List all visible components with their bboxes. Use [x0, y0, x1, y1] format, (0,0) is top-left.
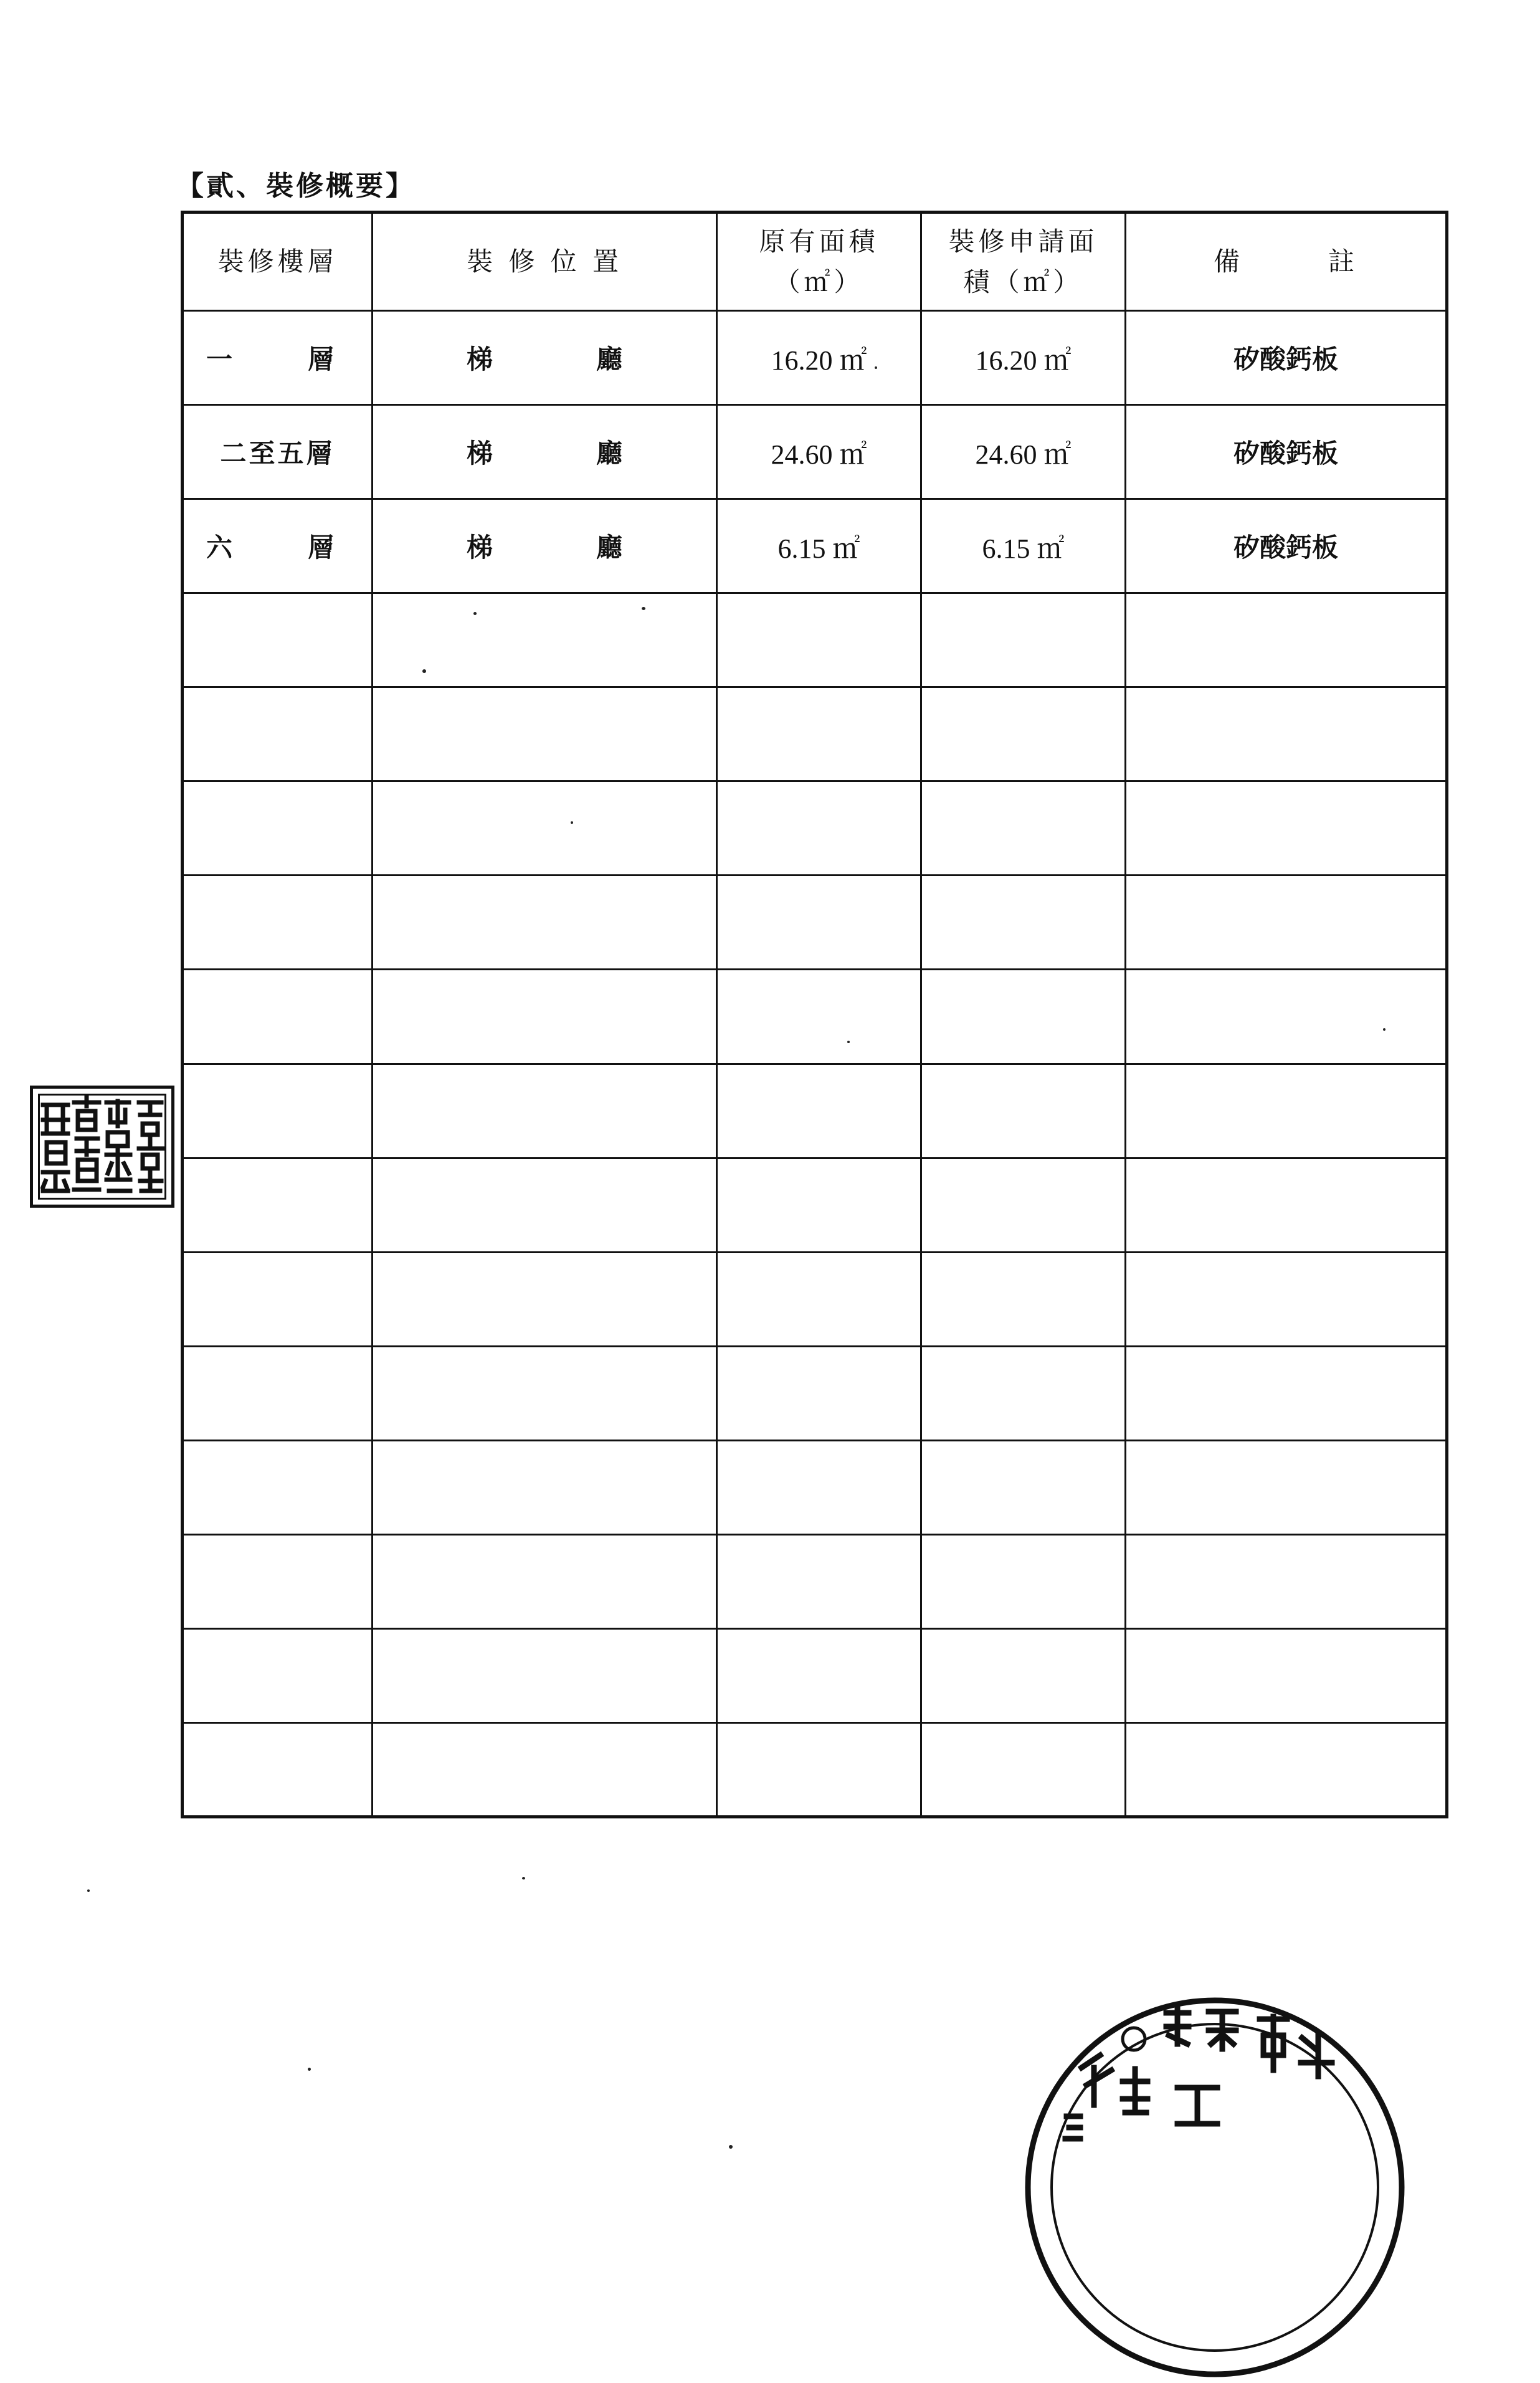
cell-original-area: 6.15 ㎡	[717, 499, 921, 593]
seal-glyphs-graphic	[33, 1089, 171, 1205]
table-row-empty	[183, 593, 1447, 687]
location-char-2: 廳	[596, 344, 622, 375]
table-row-empty	[183, 1064, 1447, 1158]
table-row	[183, 499, 1447, 593]
scan-speck	[642, 607, 645, 610]
cell-floor	[183, 499, 373, 593]
section-title: 【貳、裝修概要】	[176, 170, 416, 202]
floor-char-1: 一	[206, 344, 233, 375]
table-row	[183, 405, 1447, 499]
cell-location	[373, 311, 717, 405]
location-char-2: 廳	[596, 438, 622, 469]
header-apply-area	[921, 213, 1126, 311]
renovation-summary-table	[181, 211, 1448, 1818]
scan-speck	[522, 1877, 525, 1879]
header-location: 裝 修 位 置	[373, 213, 717, 311]
cell-apply-area: 24.60 ㎡	[921, 405, 1126, 499]
scan-speck	[847, 1041, 850, 1043]
header-apply-area-line1: 裝修申請面	[948, 226, 1098, 257]
scan-speck	[308, 2068, 311, 2071]
table-row-empty	[183, 781, 1447, 876]
header-note	[1126, 213, 1447, 311]
scan-speck	[571, 821, 573, 824]
table-row-empty	[183, 970, 1447, 1064]
header-original-area	[717, 213, 921, 311]
floor-char-2: 層	[307, 532, 334, 563]
scan-speck	[875, 366, 877, 369]
scan-speck	[473, 612, 477, 615]
table-row-empty	[183, 1628, 1447, 1722]
table-row-empty	[183, 1346, 1447, 1440]
floor-char-2: 層	[307, 344, 334, 375]
table-row-empty	[183, 1440, 1447, 1534]
location-char-1: 梯	[467, 532, 493, 563]
header-note-char-1: 備	[1214, 246, 1244, 277]
header-original-area-line2: （㎡）	[774, 267, 864, 297]
company-round-seal-stamp	[1022, 1994, 1408, 2381]
cell-floor: 二至五層	[183, 405, 373, 499]
table-row-empty	[183, 1158, 1447, 1252]
cell-location	[373, 499, 717, 593]
table-header-row	[183, 213, 1447, 311]
cell-note: 矽酸鈣板	[1126, 311, 1447, 405]
header-floor: 裝修樓層	[183, 213, 373, 311]
header-apply-area-line2: 積（㎡）	[963, 267, 1083, 297]
header-original-area-line1: 原有面積	[759, 226, 879, 257]
location-char-1: 梯	[467, 438, 493, 469]
architect-seal-stamp	[30, 1086, 174, 1208]
table-row-empty	[183, 876, 1447, 970]
table-row-empty	[183, 1722, 1447, 1817]
table-row-empty	[183, 1252, 1447, 1346]
table-row-empty	[183, 687, 1447, 781]
table-row-empty	[183, 1534, 1447, 1628]
table-row	[183, 311, 1447, 405]
cell-note: 矽酸鈣板	[1126, 499, 1447, 593]
round-seal-graphic	[1022, 1994, 1408, 2381]
cell-floor	[183, 311, 373, 405]
location-char-1: 梯	[467, 344, 493, 375]
scan-speck	[1383, 1028, 1386, 1031]
cell-original-area: 16.20 ㎡	[717, 311, 921, 405]
cell-location	[373, 405, 717, 499]
cell-apply-area: 6.15 ㎡	[921, 499, 1126, 593]
cell-note: 矽酸鈣板	[1126, 405, 1447, 499]
cell-original-area: 24.60 ㎡	[717, 405, 921, 499]
cell-apply-area: 16.20 ㎡	[921, 311, 1126, 405]
location-char-2: 廳	[596, 532, 622, 563]
header-note-char-2: 註	[1328, 246, 1358, 277]
scan-speck	[87, 1889, 90, 1892]
scan-speck	[422, 669, 426, 673]
floor-char-1: 六	[206, 532, 233, 563]
scan-speck	[729, 2145, 733, 2149]
